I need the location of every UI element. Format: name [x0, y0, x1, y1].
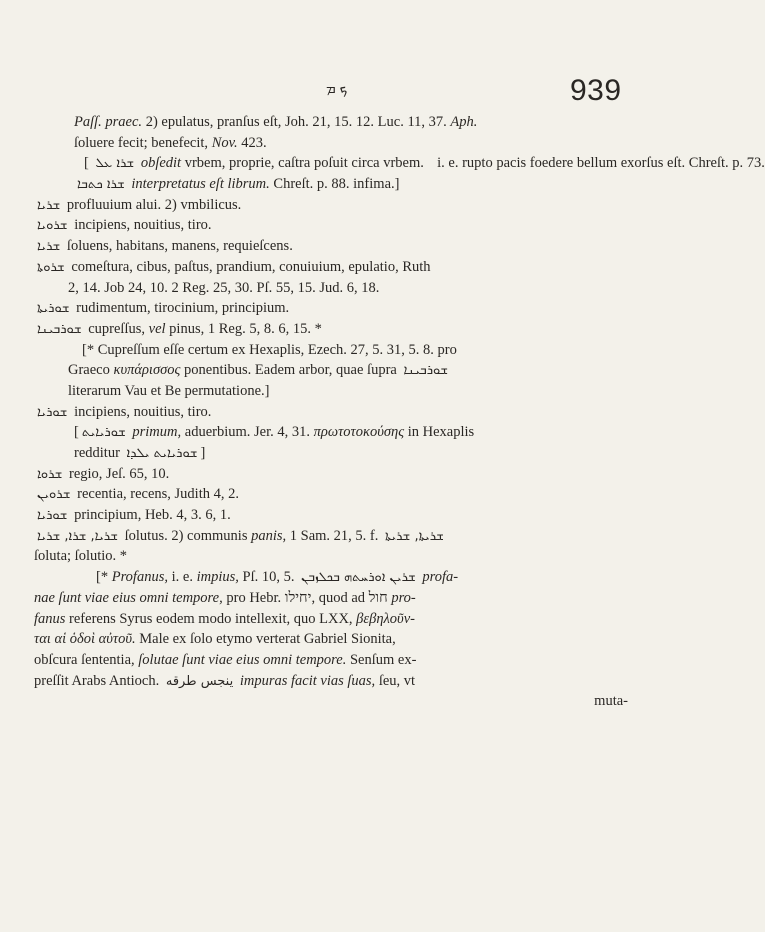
syriac-headword: ܫܘܪܒܝܢܐ [37, 321, 82, 337]
italic-text: fanus [34, 610, 66, 627]
roman-text: Senſum ex- [346, 651, 417, 668]
text-line [34, 153, 765, 174]
italic-text: pro- [391, 589, 416, 606]
text-line [34, 526, 628, 547]
roman-text: i. e. [167, 569, 197, 586]
italic-text: ſolutae ſunt viae eius omni tempore. [138, 651, 347, 668]
syriac-headword: ܫܪܘܐ [37, 466, 63, 482]
syriac-headword: ܫܪܝܢ ܐܘܪܚܬܗ ܒܟܠܙܒܢ [301, 570, 416, 586]
roman-text: ſoluta; ſolutio. * [34, 548, 128, 565]
roman-text: preſſit Arabs Antioch. [34, 672, 163, 689]
roman-text: principium, Heb. 4, 3. 6, 1. [70, 507, 231, 524]
text-line [34, 422, 628, 443]
text-line [34, 691, 628, 712]
running-head-mark: ܟ ܡ [326, 81, 348, 97]
roman-text: i. e. rupto pacis foedere bellum exorſus eſt. Chreſt. p. 73. [433, 155, 765, 172]
roman-text: Chreſt. p. 88. infima.] [269, 176, 400, 193]
running-head [0, 74, 670, 114]
text-line [34, 133, 628, 154]
syriac-headword: ܫܪܘܝܢ [37, 487, 71, 503]
roman-text: 1 Sam. 21, 5. f. [286, 527, 382, 544]
text-line [34, 112, 628, 133]
text-line [34, 629, 628, 650]
italic-text: βεβηλοῦν- [356, 610, 415, 627]
roman-text: [* Cupreſſum eſſe certum ex Hexaplis, Ezech. 27, 5. 31, 5. 8. pro [82, 341, 457, 358]
roman-text: ponentibus. Eadem arbor, quae ſupra [180, 362, 401, 379]
italic-text: Paſſ. praec. [74, 114, 143, 130]
lexicon-text-block [34, 112, 765, 712]
syriac-headword: ܫܪܘܝܐ [37, 218, 68, 234]
text-line [34, 257, 628, 278]
syriac-headword: ܫܘܪܝܐ [37, 508, 68, 524]
text-line [34, 195, 628, 216]
italic-text: obſedit [137, 155, 182, 172]
roman-text: 2) epulatus, pranſus eſt, Joh. 21, 15. 12. Luc. 11, 37. [142, 114, 451, 130]
text-line [34, 298, 628, 319]
syriac-headword: ܫܪܘܬܐ [37, 259, 65, 275]
roman-text: rudimentum, tirocinium, principium. [72, 300, 290, 317]
roman-text: 2, 14. Job 24, 10. 2 Reg. 25, 30. Pſ. 55, 15. Jud. 6, 18. [68, 279, 380, 296]
roman-text: Pſ. 10, 5. [238, 569, 299, 586]
italic-text: κυπάρισσος [113, 362, 181, 379]
roman-text: muta- [594, 693, 628, 710]
roman-text: ] [200, 445, 206, 461]
roman-text: [* [96, 569, 112, 586]
text-line [34, 464, 628, 485]
text-line [34, 650, 628, 671]
roman-text: regio, Jeſ. 65, 10. [65, 465, 170, 482]
text-line [34, 319, 628, 340]
text-line [34, 340, 628, 361]
roman-text: [ [74, 424, 79, 441]
text-line [34, 609, 628, 630]
italic-text: ται αἱ ὁδοὶ αὐτοῦ. [34, 631, 136, 648]
text-line [34, 484, 628, 505]
text-line [34, 174, 628, 195]
roman-text: in Hexaplis [404, 424, 475, 441]
text-line [34, 567, 628, 588]
text-line [34, 588, 628, 609]
syriac-headword: ܫܪܐ ܟܬܒܐ [77, 177, 125, 193]
roman-text: incipiens, nouitius, tiro. [70, 217, 212, 234]
text-line [34, 443, 628, 464]
syriac-headword: ينجس طرقه [165, 673, 234, 689]
text-line [34, 546, 628, 567]
italic-text: impuras facit vias ſuas, [236, 672, 376, 689]
syriac-headword: ܫܘܪܝܬܐ [37, 301, 70, 317]
text-line [34, 215, 628, 236]
roman-text: ſeu, vt [375, 672, 416, 689]
roman-text: recentia, recens, Judith 4, 2. [73, 486, 239, 503]
roman-text: referens Syrus eodem modo intellexit, quo LXX, [65, 610, 357, 627]
roman-text: ſoluere fecit; benefecit, [74, 134, 212, 151]
text-line [34, 236, 628, 257]
text-line [34, 402, 628, 423]
roman-text: Male ex ſolo etymo verterat Gabriel Sionita, [135, 631, 396, 648]
roman-text: literarum Vau et Be permutatione.] [68, 382, 270, 399]
italic-text: vel [148, 320, 166, 337]
italic-text: Nov. [211, 134, 238, 151]
italic-text: Aph. [450, 114, 478, 130]
roman-text: [ [84, 155, 93, 172]
roman-text: comeſtura, cibus, paſtus, prandium, conuiuium, epulatio, Ruth [67, 258, 431, 275]
italic-text: profa- [418, 569, 459, 586]
syriac-headword: ܫܘܪܒܝܢܐ [403, 363, 449, 379]
italic-text: panis, [251, 527, 287, 544]
italic-text: πρωτοτοκούσης [313, 424, 405, 441]
syriac-headword: ܫܪܝܐ, ܫܪܐ, ܫܪܝܐ [37, 528, 118, 544]
roman-text: incipiens, nouitius, tiro. [70, 403, 212, 420]
roman-text: 423. [237, 134, 267, 151]
roman-text: ſoluens, habitans, manens, requieſcens. [63, 238, 293, 255]
page-number: 939 [570, 74, 622, 107]
italic-text: Profanus, [111, 569, 168, 586]
roman-text: profluuium alui. 2) vmbilicus. [63, 196, 242, 213]
text-line [34, 671, 628, 692]
roman-text: aduerbium. Jer. 4, 31. [181, 424, 314, 441]
text-line [34, 360, 628, 381]
text-line [34, 381, 628, 402]
roman-text: pinus, 1 Reg. 5, 8. 6, 15. * [165, 320, 322, 337]
syriac-headword: ܫܪܐ ܥܠ [95, 156, 135, 172]
syriac-headword: ܫܘܪܝܐܝܬ [81, 425, 126, 441]
text-line [34, 505, 628, 526]
syriac-headword: ܫܘܪܝܐܝܬ ܝܠܕܐ [126, 446, 198, 461]
syriac-headword: ܫܪܝܬܐ, ܫܪܝܬܐ [385, 528, 444, 544]
roman-text: cupreſſus, [84, 320, 149, 337]
italic-text: interpretatus eſt librum. [127, 176, 270, 193]
italic-text: nae ſunt viae eius omni tempore, [34, 589, 223, 606]
italic-text: primum, [128, 424, 182, 441]
syriac-headword: ܫܘܪܝܐ [37, 404, 68, 420]
roman-text: Graeco [68, 362, 114, 379]
italic-text: impius, [196, 569, 239, 586]
text-line [34, 278, 628, 299]
syriac-headword: ܫܪܝܐ [37, 197, 61, 213]
roman-text: redditur [74, 445, 124, 461]
roman-text: ſolutus. 2) communis [120, 527, 252, 544]
syriac-headword: ܫܪܝܐ [37, 239, 61, 255]
roman-text: obſcura ſententia, [34, 651, 139, 668]
roman-text: pro Hebr. יחילו, quod ad חול [222, 589, 392, 606]
roman-text: vrbem, proprie, caſtra poſuit circa vrbem. [181, 155, 428, 172]
